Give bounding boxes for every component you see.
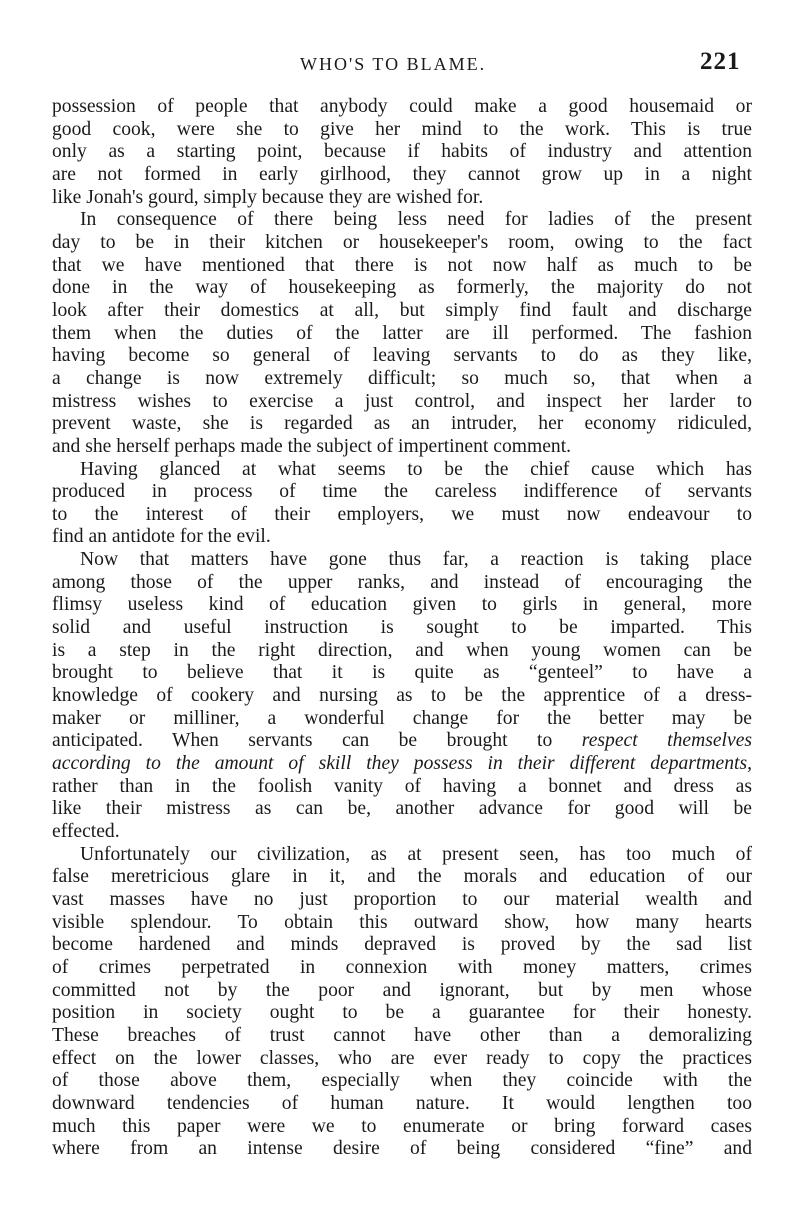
line-text: knowledge of cookery and nursing as to be the apprentice of a dress- [52, 685, 752, 707]
line-text: rather than in the foolish vanity of having a bonnet and dress as [52, 775, 752, 797]
line-text: are not formed in early girlhood, they cannot grow up in a night [52, 163, 752, 185]
text-line [52, 957, 752, 980]
text-line [52, 96, 752, 119]
text-line [52, 594, 752, 617]
line-text: that we have mentioned that there is not now half as much to be [52, 254, 752, 276]
line-text: having become so general of leaving servants to do as they like, [52, 345, 752, 367]
line-text: produced in process of time the careless indifference of servants [52, 481, 752, 503]
line-text: find an antidote for the evil. [52, 526, 271, 548]
text-line [52, 798, 752, 821]
text-line [52, 1138, 752, 1161]
italic-text: respect themselves [581, 730, 752, 752]
text-line [52, 164, 752, 187]
line-text: Now that matters have gone thus far, a reaction is taking place [80, 549, 752, 571]
text-line [52, 1093, 752, 1116]
line-text: good cook, were she to give her mind to the work. This is true [52, 118, 752, 140]
line-text: flimsy useless kind of education given to girls in general, more [52, 594, 752, 616]
line-text: them when the duties of the latter are ill performed. The fashion [52, 322, 752, 344]
line-text: effected. [52, 821, 120, 842]
text-line [52, 526, 752, 549]
line-text: downward tendencies of human nature. It would lengthen too [52, 1092, 752, 1114]
line-text: is a step in the right direction, and when young women can be [52, 639, 752, 661]
text-line [52, 413, 752, 436]
text-line [52, 277, 752, 300]
body-text [52, 96, 752, 1161]
text-line [52, 708, 752, 731]
text-line [52, 889, 752, 912]
text-line [52, 685, 752, 708]
text-line [52, 753, 752, 776]
line-text: possession of people that anybody could make a good housemaid or [52, 96, 752, 117]
text-line [52, 844, 752, 867]
text-line [52, 1070, 752, 1093]
text-line [52, 912, 752, 935]
text-line [52, 934, 752, 957]
line-text: of those above them, especially when they coincide with the [52, 1070, 752, 1092]
text-line [52, 323, 752, 346]
line-text: only as a starting point, because if habits of industry and attention [52, 141, 752, 163]
text-line [52, 459, 752, 482]
text-line [52, 187, 752, 210]
page-header [0, 48, 805, 82]
text-line [52, 345, 752, 368]
line-text: prevent waste, she is regarded as an intruder, her economy ridiculed, [52, 413, 752, 435]
line-text: and she herself perhaps made the subject of impertinent comment. [52, 435, 572, 457]
line-text: to the interest of their employers, we must now endeavour to [52, 503, 752, 525]
text-line [52, 141, 752, 164]
line-text: solid and useful instruction is sought to be imparted. This [52, 617, 752, 639]
line-text: These breaches of trust cannot have other than a demoralizing [52, 1024, 752, 1046]
text-line [52, 481, 752, 504]
line-text: where from an intense desire of being considered “fine” and [52, 1138, 752, 1160]
line-text: mistress wishes to exercise a just control, and inspect her larder to [52, 390, 752, 412]
text-line [52, 119, 752, 142]
line-text: among those of the upper ranks, and instead of encouraging the [52, 571, 752, 593]
text-line [52, 821, 752, 844]
line-text: visible splendour. To obtain this outward show, how many hearts [52, 911, 752, 933]
text-line [52, 368, 752, 391]
text-line [52, 209, 752, 232]
text-line [52, 1048, 752, 1071]
line-text: look after their domestics at all, but simply find fault and discharge [52, 299, 752, 321]
text-line [52, 391, 752, 414]
text-line [52, 255, 752, 278]
line-text: position in society ought to be a guarantee for their honesty. [52, 1002, 752, 1024]
line-text: of crimes perpetrated in connexion with money matters, crimes [52, 956, 752, 978]
text-line [52, 232, 752, 255]
text-line [52, 1025, 752, 1048]
line-text: anticipated. When servants can be brought to [52, 730, 582, 752]
running-title: WHO'S TO BLAME. [300, 54, 487, 74]
italic-text: according to the amount of skill they possess in their different departments, [52, 753, 752, 775]
line-text: much this paper were we to enumerate or bring forward cases [52, 1115, 752, 1137]
text-line [52, 617, 752, 640]
text-line [52, 436, 752, 459]
text-line [52, 300, 752, 323]
line-text: Having glanced at what seems to be the chief cause which has [80, 458, 752, 480]
text-line [52, 504, 752, 527]
line-text: committed not by the poor and ignorant, but by men whose [52, 979, 752, 1001]
line-text: like Jonah's gourd, simply because they are wished for. [52, 186, 484, 208]
line-text: become hardened and minds depraved is proved by the sad list [52, 934, 752, 956]
text-line [52, 662, 752, 685]
text-line [52, 549, 752, 572]
line-text: false meretricious glare in it, and the morals and education of our [52, 866, 752, 888]
line-text: In consequence of there being less need for ladies of the present [80, 209, 752, 231]
page-number: 221 [700, 48, 741, 75]
text-line [52, 980, 752, 1003]
text-line [52, 730, 752, 753]
line-text: vast masses have no just proportion to our material wealth and [52, 888, 752, 910]
text-line [52, 1116, 752, 1139]
line-text: brought to believe that it is quite as “genteel” to have a [52, 662, 752, 684]
line-text: Unfortunately our civilization, as at present seen, has too much of [80, 843, 752, 865]
text-line [52, 776, 752, 799]
line-text: day to be in their kitchen or housekeeper's room, owing to the fact [52, 231, 752, 253]
text-line [52, 572, 752, 595]
line-text: maker or milliner, a wonderful change for the better may be [52, 707, 752, 729]
text-line [52, 866, 752, 889]
text-line [52, 1002, 752, 1025]
line-text: a change is now extremely difficult; so much so, that when a [52, 367, 752, 389]
line-text: effect on the lower classes, who are ever ready to copy the practices [52, 1047, 752, 1069]
line-text: done in the way of housekeeping as formerly, the majority do not [52, 277, 752, 299]
text-line [52, 640, 752, 663]
line-text: like their mistress as can be, another advance for good will be [52, 798, 752, 820]
